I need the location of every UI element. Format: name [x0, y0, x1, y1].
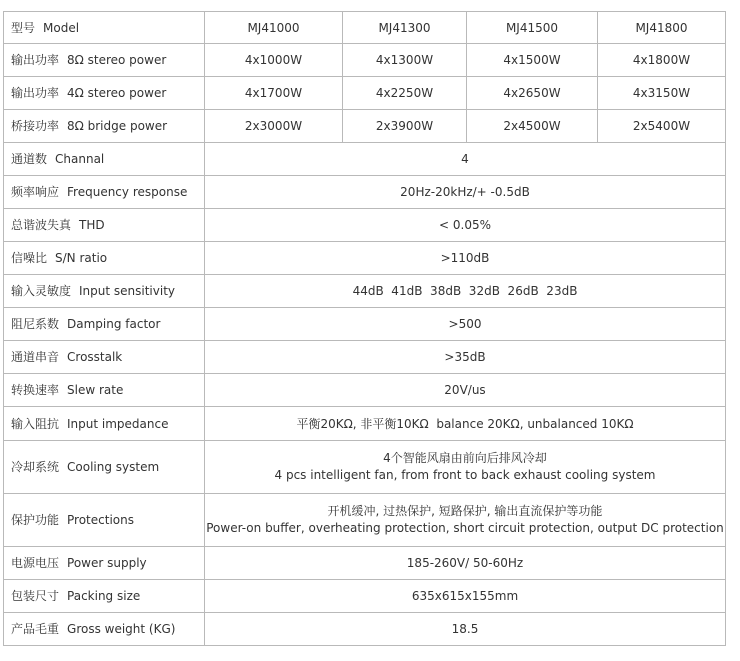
label-en: Channal	[55, 152, 105, 166]
label-cn: 电源电压	[11, 556, 60, 570]
table-row	[4, 374, 726, 407]
value-cn: 开机缓冲, 过热保护, 短路保护, 输出直流保护等功能	[327, 504, 603, 518]
table-cell: 2x5400W	[598, 110, 726, 143]
label-en: Slew rate	[67, 383, 124, 397]
table-cell: 20Hz-20kHz/+ -0.5dB	[205, 176, 726, 209]
label-en: Crosstalk	[67, 350, 123, 364]
table-cell: 4x3150W	[598, 77, 726, 110]
row-label	[4, 275, 205, 308]
row-label	[4, 494, 205, 547]
table-row	[4, 441, 726, 494]
table-row	[4, 407, 726, 441]
table-row	[4, 110, 726, 143]
label-cn: 冷却系统	[11, 460, 60, 474]
table-row	[4, 176, 726, 209]
table-cell: 185-260V/ 50-60Hz	[205, 547, 726, 580]
table-row	[4, 341, 726, 374]
table-row	[4, 547, 726, 580]
table-row	[4, 77, 726, 110]
table-cell: 4x1500W	[467, 44, 598, 77]
label-en: Protections	[67, 513, 134, 527]
row-label	[4, 441, 205, 494]
label-en: Frequency response	[67, 185, 188, 199]
row-label	[4, 547, 205, 580]
label-en: 8Ω bridge power	[67, 119, 168, 133]
table-cell	[205, 441, 726, 494]
header-row	[4, 12, 726, 44]
table-cell: >35dB	[205, 341, 726, 374]
table-row	[4, 143, 726, 176]
row-label	[4, 44, 205, 77]
table-cell: 635x615x155mm	[205, 580, 726, 613]
label-en: THD	[79, 218, 105, 232]
row-label	[4, 143, 205, 176]
label-en: Input impedance	[67, 416, 169, 431]
row-label	[4, 580, 205, 613]
label-cn: 通道数	[11, 152, 48, 166]
label-en: 4Ω stereo power	[67, 86, 167, 100]
table-row	[4, 613, 726, 646]
table-cell: >110dB	[205, 242, 726, 275]
value-en: 4 pcs intelligent fan, from front to back exhaust cooling system	[274, 468, 656, 482]
row-label	[4, 110, 205, 143]
table-cell: 平衡20KΩ, 非平衡10KΩ balance 20KΩ, unbalanced 10KΩ	[205, 407, 726, 441]
value-en: Power-on buffer, overheating protection, short circuit protection, output DC protection	[206, 521, 724, 535]
table-cell: 4x1000W	[205, 44, 343, 77]
table-cell: 44dB 41dB 38dB 32dB 26dB 23dB	[205, 275, 726, 308]
table-row	[4, 494, 726, 547]
label-cn: 输入阻抗	[11, 416, 60, 431]
label-en: Power supply	[67, 556, 147, 570]
table-cell: < 0.05%	[205, 209, 726, 242]
table-cell: 4x1700W	[205, 77, 343, 110]
table-cell	[205, 494, 726, 547]
label-cn: 频率响应	[11, 185, 60, 199]
value-cn: 4个智能风扇由前向后排风冷却	[383, 451, 547, 465]
table-cell: 4x2250W	[343, 77, 467, 110]
label-cn: 信噪比	[11, 251, 48, 265]
table-cell: 4	[205, 143, 726, 176]
label-cn: 桥接功率	[11, 119, 60, 133]
table-row	[4, 209, 726, 242]
table-row	[4, 242, 726, 275]
label-cn: 型号	[11, 20, 36, 35]
table-row	[4, 308, 726, 341]
label-en: 8Ω stereo power	[67, 53, 167, 67]
label-en: Input sensitivity	[79, 284, 176, 298]
row-label	[4, 374, 205, 407]
row-label	[4, 341, 205, 374]
label-en: S/N ratio	[55, 251, 108, 265]
model-header-2: MJ41300	[343, 12, 467, 44]
table-cell: 20V/us	[205, 374, 726, 407]
row-label	[4, 209, 205, 242]
table-cell: 2x4500W	[467, 110, 598, 143]
table-cell: 2x3900W	[343, 110, 467, 143]
spec-table	[3, 11, 726, 646]
row-label	[4, 407, 205, 441]
table-row	[4, 580, 726, 613]
table-cell: 4x1300W	[343, 44, 467, 77]
label-cn: 保护功能	[11, 513, 60, 527]
row-label	[4, 613, 205, 646]
table-row	[4, 275, 726, 308]
model-header-3: MJ41500	[467, 12, 598, 44]
label-cn: 通道串音	[11, 350, 60, 364]
table-cell: 2x3000W	[205, 110, 343, 143]
table-cell: 4x1800W	[598, 44, 726, 77]
row-label	[4, 308, 205, 341]
label-cn: 阻尼系数	[11, 317, 60, 331]
label-en: Damping factor	[67, 317, 161, 331]
label-cn: 总谐波失真	[11, 218, 72, 232]
table-cell: 4x2650W	[467, 77, 598, 110]
label-cn: 包装尺寸	[11, 589, 60, 603]
label-en: Cooling system	[67, 460, 160, 474]
label-cn: 输入灵敏度	[11, 284, 72, 298]
table-cell: >500	[205, 308, 726, 341]
label-en: Model	[43, 20, 80, 35]
table-row	[4, 44, 726, 77]
label-cn: 输出功率	[11, 53, 60, 67]
model-header-1: MJ41000	[205, 12, 343, 44]
table-cell: 18.5	[205, 613, 726, 646]
row-label	[4, 12, 205, 44]
label-cn: 产品毛重	[11, 622, 60, 636]
label-cn: 输出功率	[11, 86, 60, 100]
label-cn: 转换速率	[11, 383, 60, 397]
row-label	[4, 242, 205, 275]
row-label	[4, 176, 205, 209]
model-header-4: MJ41800	[598, 12, 726, 44]
label-en: Packing size	[67, 589, 141, 603]
row-label	[4, 77, 205, 110]
label-en: Gross weight (KG)	[67, 622, 176, 636]
